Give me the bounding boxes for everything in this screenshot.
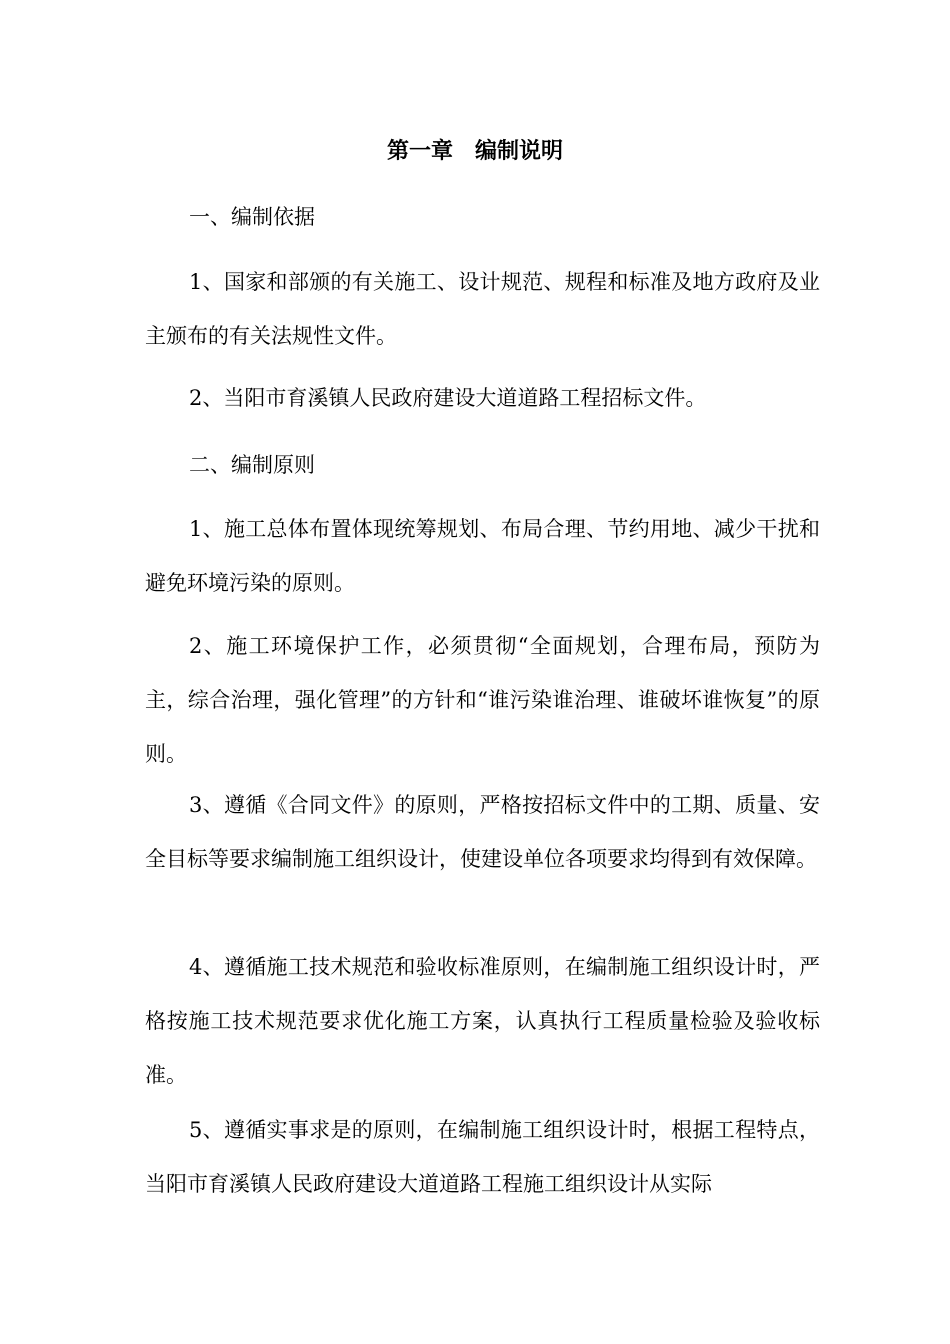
section-heading-principles: 二、编制原则 [189,453,315,477]
paragraph-basis-1: 1、国家和部颁的有关施工、设计规范、规程和标准及地方政府及业主颁布的有关法规性文件。 [145,270,820,348]
paragraph-principle-4: 4、遵循施工技术规范和验收标准原则，在编制施工组织设计时，严格按施工技术规范要求优化施工方案，认真执行工程质量检验及验收标准。 [145,955,820,1087]
paragraph-principle-3: 3、遵循《合同文件》的原则，严格按招标文件中的工期、质量、安全目标等要求编制施工组织设计，使建设单位各项要求均得到有效保障。 [145,793,820,871]
paragraph-basis-2: 2、当阳市育溪镇人民政府建设大道道路工程招标文件。 [189,386,707,410]
paragraph-principle-2: 2、施工环境保护工作，必须贯彻“全面规划，合理布局，预防为主，综合治理，强化管理”的方针和“谁污染谁治理、谁破坏谁恢复”的原则。 [145,634,820,766]
chapter-title: 第一章 编制说明 [386,138,563,164]
paragraph-principle-5: 5、遵循实事求是的原则，在编制施工组织设计时，根据工程特点，当阳市育溪镇人民政府建设大道道路工程施工组织设计从实际 [145,1118,820,1196]
section-heading-basis: 一、编制依据 [189,205,315,229]
paragraph-principle-1: 1、施工总体布置体现统筹规划、布局合理、节约用地、减少干扰和避免环境污染的原则。 [145,517,820,595]
